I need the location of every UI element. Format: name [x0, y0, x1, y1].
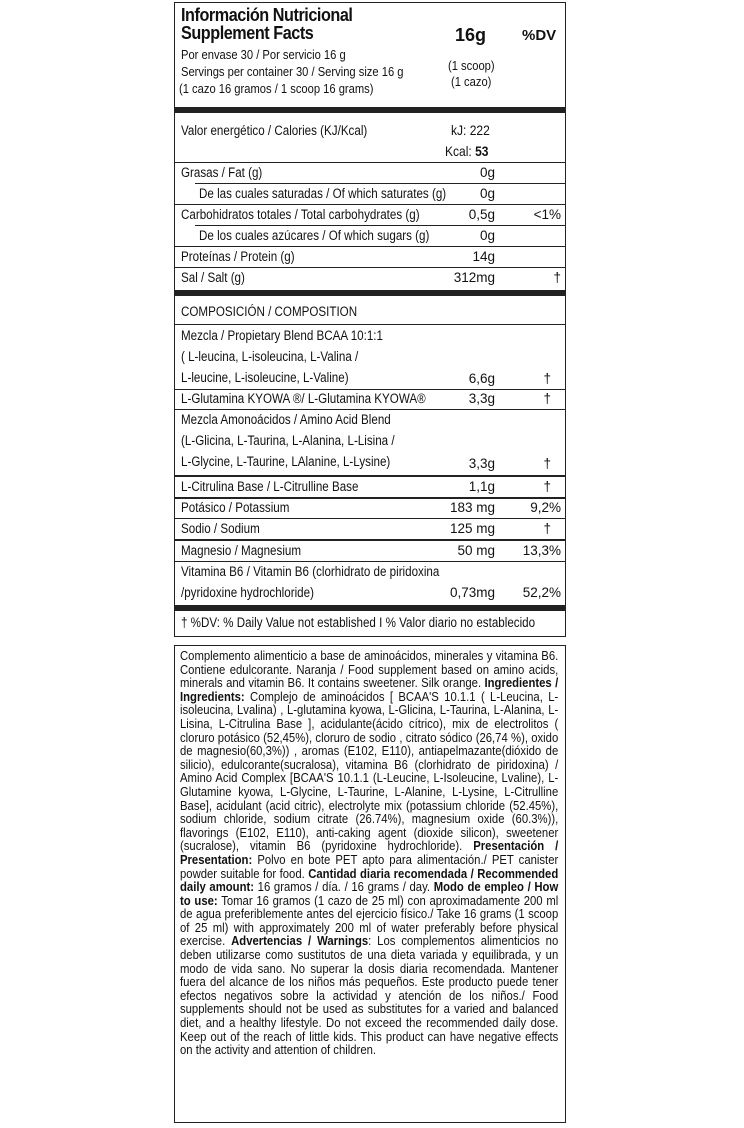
servings-scoop: (1 cazo 16 gramos / 1 scoop 16 grams) — [179, 81, 374, 96]
energy-kcal — [445, 143, 489, 159]
nutrition-facts-panel — [174, 2, 566, 637]
nutrient-row: Proteínas / Protein (g) 14g — [181, 249, 495, 264]
scoop-english: (1 scoop) — [448, 58, 495, 73]
thick-divider — [175, 290, 565, 296]
thick-divider — [175, 605, 565, 611]
title-english: Supplement Facts — [181, 23, 314, 43]
b6-line-1: Vitamina B6 / Vitamin B6 (clorhidrato de piridoxina — [181, 564, 440, 579]
servings-english: Servings per container 30 / Serving size 16 g — [181, 64, 404, 79]
energy-kj: kJ: 222 — [451, 122, 490, 138]
daily-amount-label: Cantidad diaria recomendada / Recommended daily amount: — [180, 865, 559, 895]
sodium-row: Sodio / Sodium 125 mg † — [181, 521, 551, 536]
composition-heading: COMPOSICIÓN / COMPOSITION — [181, 304, 358, 319]
amino-line-2: (L-Glicina, L-Taurina, L-Alanina, L-Lisina / — [181, 433, 395, 448]
how-to-use-label: Modo de empleo / How to use: — [180, 879, 559, 908]
citrulline-row: L-Citrulina Base / L-Citrulline Base 1,1g † — [181, 479, 551, 494]
nutrient-row: De los cuales azúcares / Of which sugars (g) 0g — [199, 228, 495, 243]
bcaa-row: 6,6g † — [468, 371, 551, 386]
scoop-spanish: (1 cazo) — [451, 74, 492, 89]
bcaa-line-3: L-leucine, L-isoleucine, L-Valine) — [181, 370, 349, 385]
serving-column-header: 16g — [455, 25, 487, 45]
bcaa-line-1: Mezcla / Propietary Blend BCAA 10:1:1 — [181, 328, 383, 343]
title-spanish: Información Nutricional — [181, 5, 353, 25]
warnings-label: Advertencias / Warnings — [231, 933, 369, 949]
b6-row: 0,73mg 52,2% — [449, 585, 561, 600]
nutrient-row: Sal / Salt (g) 312mg † — [181, 270, 561, 285]
magnesium-row: Magnesio / Magnesium 50 mg 13,3% — [181, 543, 561, 558]
nutrient-row: De las cuales saturadas / Of which saturates (g) 0g — [199, 186, 495, 201]
presentation-label: Presentación / Presentation: — [180, 838, 559, 867]
amino-line-1: Mezcla Amonoácidos / Amino Acid Blend — [181, 412, 391, 427]
nutrient-row: Grasas / Fat (g) 0g — [181, 165, 495, 180]
energy-label: Valor energético / Calories (KJ/Kcal) — [181, 123, 368, 138]
nutrient-row: Carbohidratos totales / Total carbohydrates (g) 0,5g <1% — [181, 207, 561, 222]
thick-divider — [175, 107, 565, 113]
bcaa-line-2: ( L-leucina, L-isoleucina, L-Valina / — [181, 349, 359, 364]
glutamine-row: L-Glutamina KYOWA ®/ L-Glutamina KYOWA® 3,3g † — [181, 391, 551, 406]
dv-column-header: %DV — [522, 27, 557, 44]
kcal-label: Kcal: — [445, 143, 472, 159]
product-description-panel — [174, 645, 566, 1123]
b6-line-2: /pyridoxine hydrochloride) — [181, 585, 314, 600]
amino-row: 3,3g † — [468, 456, 551, 471]
kcal-value: 53 — [475, 143, 489, 159]
potassium-row: Potásico / Potassium 183 mg 9,2% — [181, 500, 561, 515]
description-paragraph: Complemento alimenticio a base de aminoácidos, minerales y vitamina B6. Contiene edulcorante. Naranja / Food supplement based on amino acids, minerals and vitamin B6. It contains sweetener. Silk orange. Ingredientes / Ingredients: Complejo de aminoácidos [ BCAA'S 10.1.1 ( L-Leucina, L-isoleucina, Lvalina) , L-glutamina kyowa, L-Glicina, L-Taurina, L-Alanina, L-Lisina, L-Citrulina Base ], acidulante(ácido cítrico), mix de electrolitos ( cloruro potásico (52,45%), cloruro de sodio , citrato sódico (26,74 %), oxido de magnesio(60,3%)) , aromas (E102, E110), antiapelmazante(dióxido de silicio), edulcorante(sucralosa), vitamina B6 (clorhidrato de piridoxina) / Amino Acid Complex [BCAA'S 10.1.1 (L-Leucine, L-Isoleucine, Lvaline), L-Glutamine kyowa, L-Glycine, L-Taurine, L-Alanine, L-Lysine, L-Citrulline Base], acidulant (acid citric), electrolyte mix (potassium chloride (52.45%), sodium chloride, sodium citrate (26.74%), magnesium oxide (60.3%)), flavorings (E102, E110), anti-caking agent (dioxide silicon), sweetener (sucralose), vitamin B6 (pyridoxine hydrochloride). Presentación / Presentation: Polvo en bote PET apto para alimentación./ PET canister powder suitable for food. Cantidad diaria recomendada / Recommended daily amount: 16 gramos / día. / 16 grams / day. Modo de empleo / How to use: Tomar 16 gramos (1 cazo de 25 ml) con aproximadamente 200 ml de agua preferiblemente antes del ejercicio físico./ Take 16 grams (1 scoop of 25 ml) with approximately 200 ml of water preferably before physical exercise. Advertencias / Warnings: Los complementos alimenticios no deben utilizarse como sustitutos de una dieta variada y equilibrada, y un modo de vida sano. No superar la dosis diaria recomendada. Mantener fuera del alcance de los niños más pequeños. Este producto puede tener efectos negativos sobre la actividad y atención de los niños./ Food supplements should not be used as substitutes for a varied and balanced diet, and a healthy lifestyle. Do not exceed the recommended daily dose. Keep out of the reach of little kids. This product can have negative effects on the activity and attention of children. — [180, 648, 559, 1058]
servings-spanish: Por envase 30 / Por servicio 16 g — [181, 47, 346, 62]
ingredients-label: Ingredientes / Ingredients: — [180, 675, 559, 704]
amino-line-3: L-Glycine, L-Taurine, LAlanine, L-Lysine) — [181, 454, 391, 469]
dv-footnote: † %DV: % Daily Value not established I % Valor diario no establecido — [181, 615, 536, 630]
